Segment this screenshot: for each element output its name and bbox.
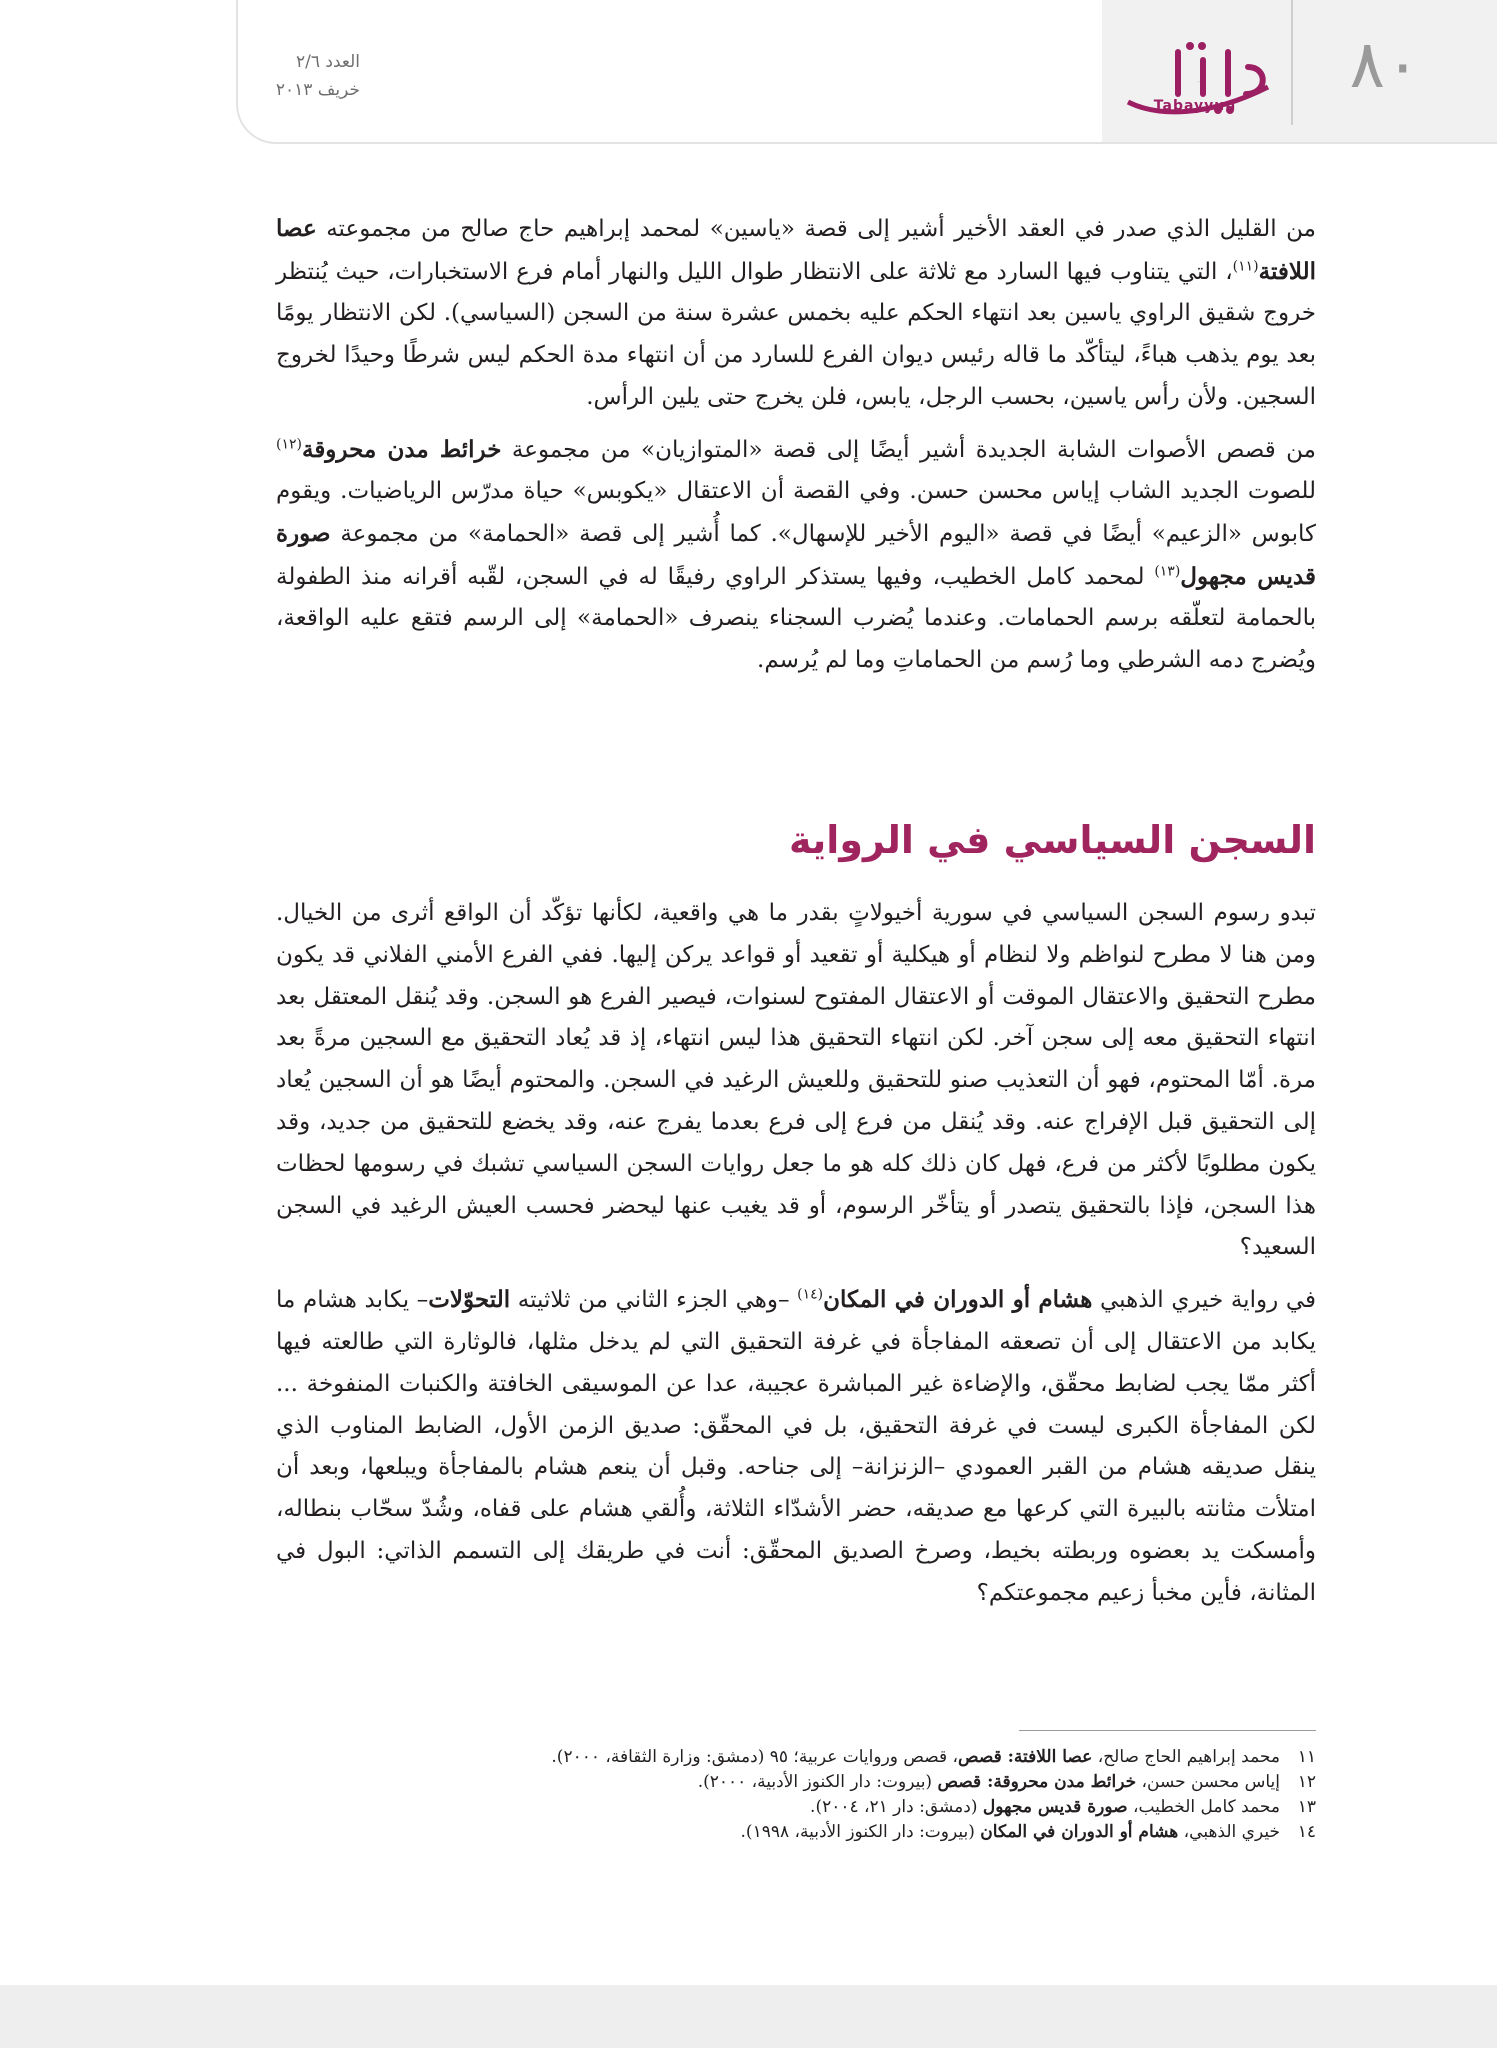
footnote-divider (1019, 1730, 1316, 1731)
book-title: صورة قديس مجهول (276, 519, 1316, 590)
book-title: هشام أو الدوران في المكان (823, 1286, 1093, 1314)
logo-latin-text: Tabayyun (1153, 98, 1237, 114)
footnote-number: ١٤ (1297, 1822, 1316, 1842)
issue-season: خريف ٢٠١٣ (275, 80, 360, 100)
book-title: عصا اللافتة (276, 215, 1316, 285)
footnotes (276, 1745, 1316, 1845)
paragraph: في رواية خيري الذهبي هشام أو الدوران في المكان$^{(١٤)}$ –وهي الجزء الثاني من ثلاثيته التحوّلات– يكابد هشام ما يكابد من الاعتقال إلى أن تصعقه المفاجأة في غرفة التحقيق التي لم يدخل مثلها، فالوثارة التي طالعته فيها أكثر ممّا يجب لضابط محقّق، والإضاءة غير المباشرة عجيبة، عدا عن الموسيقى الخافتة والكنبات المنفوخة ... لكن المفاجأة الكبرى ليست في غرفة التحقيق، بل في المحقّق: صديق الزمن الأول، الضابط المناوب الذي ينقل صديقه هشام من القبر العمودي –الزنزانة– إلى جناحه. وقبل أن ينعم هشام بالمفاجأة ويبلعها، وبعد أن امتلأت مثانته بالبيرة التي كرعها مع صديقه، حضر الأشدّاء الثلاثة، وأُلقي هشام على قفاه، وشُدّ سحّاب بنطاله، وأمسكت يد بعضوه وربطته بخيط، وصرخ الصديق المحقّق: أنت في طريقك إلى التسمم الذاتي: البول في المثانة، فأين مخبأ زعيم مجموعتكم؟ (276, 1286, 1316, 1606)
footnote-ref[interactable]: (١٢) (276, 435, 302, 452)
issue-number: العدد ٢/٦ (295, 52, 360, 72)
footnote-item: ١٣ محمد كامل الخطيب، صورة قديس مجهول (دمشق: دار ٢١، ٢٠٠٤). (276, 1795, 1316, 1820)
page-footer-band (0, 1985, 1497, 2048)
book-title: خرائط مدن محروقة (301, 435, 502, 463)
body-text-section (276, 893, 1316, 1625)
section-title: السجن السياسي في الرواية (788, 818, 1316, 862)
paragraph: من القليل الذي صدر في العقد الأخير أشير إلى قصة «ياسين» لمحمد إبراهيم حاج صالح من مجموعته عصا اللافتة$^{(١١)}$، التي يتناوب فيها السارد مع ثلاثة على الانتظار طوال الليل والنهار أمام فرع الاستخبارات، حيث يُنتظر خروج شقيق الراوي ياسين بعد انتهاء الحكم عليه بخمس عشرة سنة من السجن (السياسي). لكن الانتظار يومًا بعد يوم يذهب هباءً، ليتأكّد ما قاله رئيس ديوان الفرع للسارد من أن انتهاء مدة الحكم ليس شرطًا وحيدًا لخروج السجين. ولأن رأس ياسين، بحسب الرجل، يابس، فلن يخرج حتى يلين الرأس. (276, 215, 1316, 410)
header-divider (1291, 0, 1293, 125)
page-number: ٨٠ (1349, 26, 1421, 103)
footnote-item: ١٢ إياس محسن حسن، خرائط مدن محروقة: قصص (بيروت: دار الكنوز الأدبية، ٢٠٠٠). (276, 1770, 1316, 1795)
trilogy-title: التحوّلات (428, 1286, 511, 1314)
footnote-item: ١٤ خيري الذهبي، هشام أو الدوران في المكان (بيروت: دار الكنوز الأدبية، ١٩٩٨). (276, 1820, 1316, 1845)
footnote-number: ١٣ (1297, 1797, 1316, 1817)
footnote-number: ١٢ (1297, 1772, 1316, 1792)
footnote-ref[interactable]: (١٣) (1154, 562, 1181, 579)
issue-info (250, 48, 360, 104)
paragraph: تبدو رسوم السجن السياسي في سورية أخيولاتٍ بقدر ما هي واقعية، لكأنها تؤكّد أن الواقع أثرى من الخيال. ومن هنا لا مطرح لنواظم ولا لنظام أو هيكلية أو تقعيد أو قواعد يركن إليها. ففي الفرع الأمني الفلاني قد يكون مطرح التحقيق والاعتقال الموقت أو الاعتقال المفتوح لسنوات، فيصير الفرع هو السجن. وقد يُنقل المعتقل بعد انتهاء التحقيق معه إلى سجن آخر. لكن انتهاء التحقيق هذا ليس انتهاء، إذ قد يُعاد التحقيق مع السجين مرةً بعد مرة. أمّا المحتوم، فهو أن التعذيب صنو للتحقيق وللعيش الرغيد في السجن. والمحتوم أيضًا هو أن السجين يُعاد إلى التحقيق قبل الإفراج عنه. وقد يُنقل من فرع إلى فرع بعدما يفرج عنه، وقد يخضع للتحقيق من جديد، وقد يكون مطلوبًا لأكثر من فرع، فهل كان ذلك كله هو ما جعل روايات السجن السياسي تشبك في رسومها لحظات هذا السجن، فإذا بالتحقيق يتصدر أو يتأخّر الرسوم، أو قد يغيب عنها ليحضر فحسب العيش الرغيد في السجن السعيد؟ (276, 900, 1317, 1261)
logo-arabic-text: تبيّن (1198, 82, 1200, 83)
body-text-top (276, 208, 1316, 692)
footnote-ref[interactable]: (١١) (1232, 258, 1259, 275)
footnote-ref[interactable]: (١٤) (797, 1286, 824, 1303)
footnote-item: ١١ محمد إبراهيم الحاج صالح، عصا اللافتة: قصص، قصص وروايات عربية؛ ٩٥ (دمشق: وزارة الثقافة، ٢٠٠٠). (276, 1745, 1316, 1770)
footnote-number: ١١ (1297, 1747, 1316, 1767)
paragraph: من قصص الأصوات الشابة الجديدة أشير أيضًا إلى قصة «المتوازيان» من مجموعة خرائط مدن محروقة$^{(١٢)}$ للصوت الجديد الشاب إياس محسن حسن. وفي القصة أن الاعتقال «يكوبس» حياة مدرّس الرياضيات. ويقوم كابوس «الزعيم» أيضًا في قصة «اليوم الأخير للإسهال». كما أُشير إلى قصة «الحمامة» من مجموعة صورة قديس مجهول$^{(١٣)}$ لمحمد كامل الخطيب، وفيها يستذكر الراوي رفيقًا له في السجن، لقّبه أقرانه منذ الطفولة بالحمامة لتعلّقه برسم الحمامات. وعندما يُضرب السجناء ينصرف «الحمامة» إلى الرسم فتقع عليه الواقعة، ويُضرج دمه الشرطي وما رُسم من الحماماتِ وما لم يُرسم. (276, 435, 1316, 674)
